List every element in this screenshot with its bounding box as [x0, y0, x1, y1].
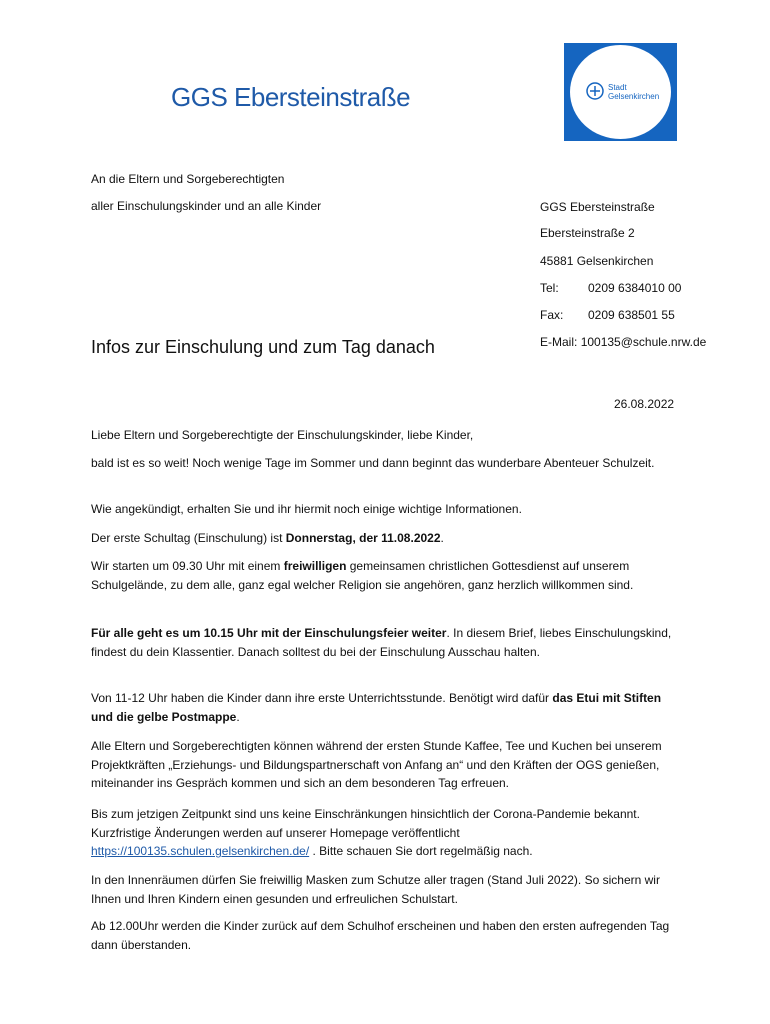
sender-email — [540, 335, 706, 349]
p5-text: . In diesem Brief, liebes Einschulungskind, findest du dein Klassentier. Danach solltest du bei der Einschulung Ausschau halten. — [91, 626, 672, 659]
paragraph-9: In den Innenräumen dürfen Sie freiwillig Masken zum Schutze aller tragen (Stand Juli 2022). So sichern wir Ihnen und Ihren Kindern einen gesunden und erfreulichen Schulstart. — [91, 873, 660, 906]
paragraph-4 — [91, 557, 681, 594]
tel-label: Tel: — [540, 281, 559, 295]
letter-subject: Infos zur Einschulung und zum Tag danach — [91, 337, 435, 357]
p4-text-start: Wir starten um 09.30 Uhr mit einem — [91, 559, 284, 573]
logo-text-city: Gelsenkirchen — [608, 92, 660, 101]
city-emblem-icon — [586, 82, 604, 100]
p3-date-bold: Donnerstag, der 11.08.2022 — [285, 531, 441, 545]
p8-text-end: . Bitte schauen Sie dort regelmäßig nach. — [309, 844, 533, 858]
sender-fax — [540, 308, 675, 322]
sender-tel — [540, 281, 681, 295]
paragraph-3 — [91, 529, 681, 548]
sender-name: GGS Ebersteinstraße — [540, 200, 655, 214]
salutation: Liebe Eltern und Sorgeberechtigte der Einschulungskinder, liebe Kinder, — [91, 428, 474, 442]
paragraph-2: Wie angekündigt, erhalten Sie und ihr hiermit noch einige wichtige Informationen. — [91, 502, 522, 516]
paragraph-5 — [91, 624, 681, 661]
fax-value: 0209 638501 55 — [588, 308, 675, 322]
letter-date: 26.08.2022 — [614, 397, 675, 411]
logo-circle — [570, 45, 671, 139]
recipient-line-2: aller Einschulungskinder und an alle Kinder — [91, 199, 322, 213]
paragraph-8 — [91, 805, 681, 861]
homepage-link[interactable]: https://100135.schulen.gelsenkirchen.de/ — [91, 844, 310, 858]
p5-bold: Für alle geht es um 10.15 Uhr mit der Einschulungsfeier weiter — [91, 626, 447, 640]
sender-street: Ebersteinstraße 2 — [540, 226, 635, 240]
p6-bold: das Etui mit Stiften und die gelbe Postmappe — [91, 691, 662, 724]
paragraph-7: Alle Eltern und Sorgeberechtigten können während der ersten Stunde Kaffee, Tee und Kuchen bei unserem Projektkräften „Erziehungs- und Bildungspartnerschaft von Anfang an“ und den Kräften der OGS genießen, miteinander ins Gespräch kommen und sich an dem besonderen Tag erfreuen. — [91, 739, 662, 790]
sender-city: 45881 Gelsenkirchen — [540, 254, 654, 268]
p3-text: Der erste Schultag (Einschulung) ist — [91, 531, 286, 545]
paragraph-10: Ab 12.00Uhr werden die Kinder zurück auf dem Schulhof erscheinen und haben den ersten aufregenden Tag dann überstanden. — [91, 919, 670, 952]
city-logo — [564, 43, 677, 141]
tel-value: 0209 6384010 00 — [588, 281, 682, 295]
p4-bold: freiwilligen — [283, 559, 347, 573]
p6-text-end: . — [236, 709, 240, 724]
fax-label: Fax: — [540, 308, 564, 322]
p3-end: . — [440, 531, 444, 545]
school-title: GGS Ebersteinstraße — [171, 82, 411, 112]
paragraph-6 — [91, 689, 681, 726]
p6-text-start: Von 11-12 Uhr haben die Kinder dann ihre erste Unterrichtsstunde. Benötigt wird dafür — [91, 691, 553, 705]
logo-text-stadt: Stadt — [608, 83, 627, 92]
recipient-line-1: An die Eltern und Sorgeberechtigten — [91, 172, 285, 186]
p4-text-end: gemeinsamen christlichen Gottesdienst auf unserem Schulgelände, zu dem alle, ganz egal welcher Religion sie angehören, ganz herzlich willkommen sind. — [91, 559, 634, 592]
email-label: E-Mail: — [540, 335, 578, 349]
paragraph-1: bald ist es so weit! Noch wenige Tage im Sommer und dann beginnt das wunderbare Abenteuer Schulzeit. — [91, 456, 655, 470]
p8-text-start: Bis zum jetzigen Zeitpunkt sind uns keine Einschränkungen hinsichtlich der Corona-Pandemie bekannt. Kurzfristige Änderungen werden auf unserer Homepage veröffentlicht — [91, 807, 640, 840]
email-value: 100135@schule.nrw.de — [580, 335, 707, 349]
